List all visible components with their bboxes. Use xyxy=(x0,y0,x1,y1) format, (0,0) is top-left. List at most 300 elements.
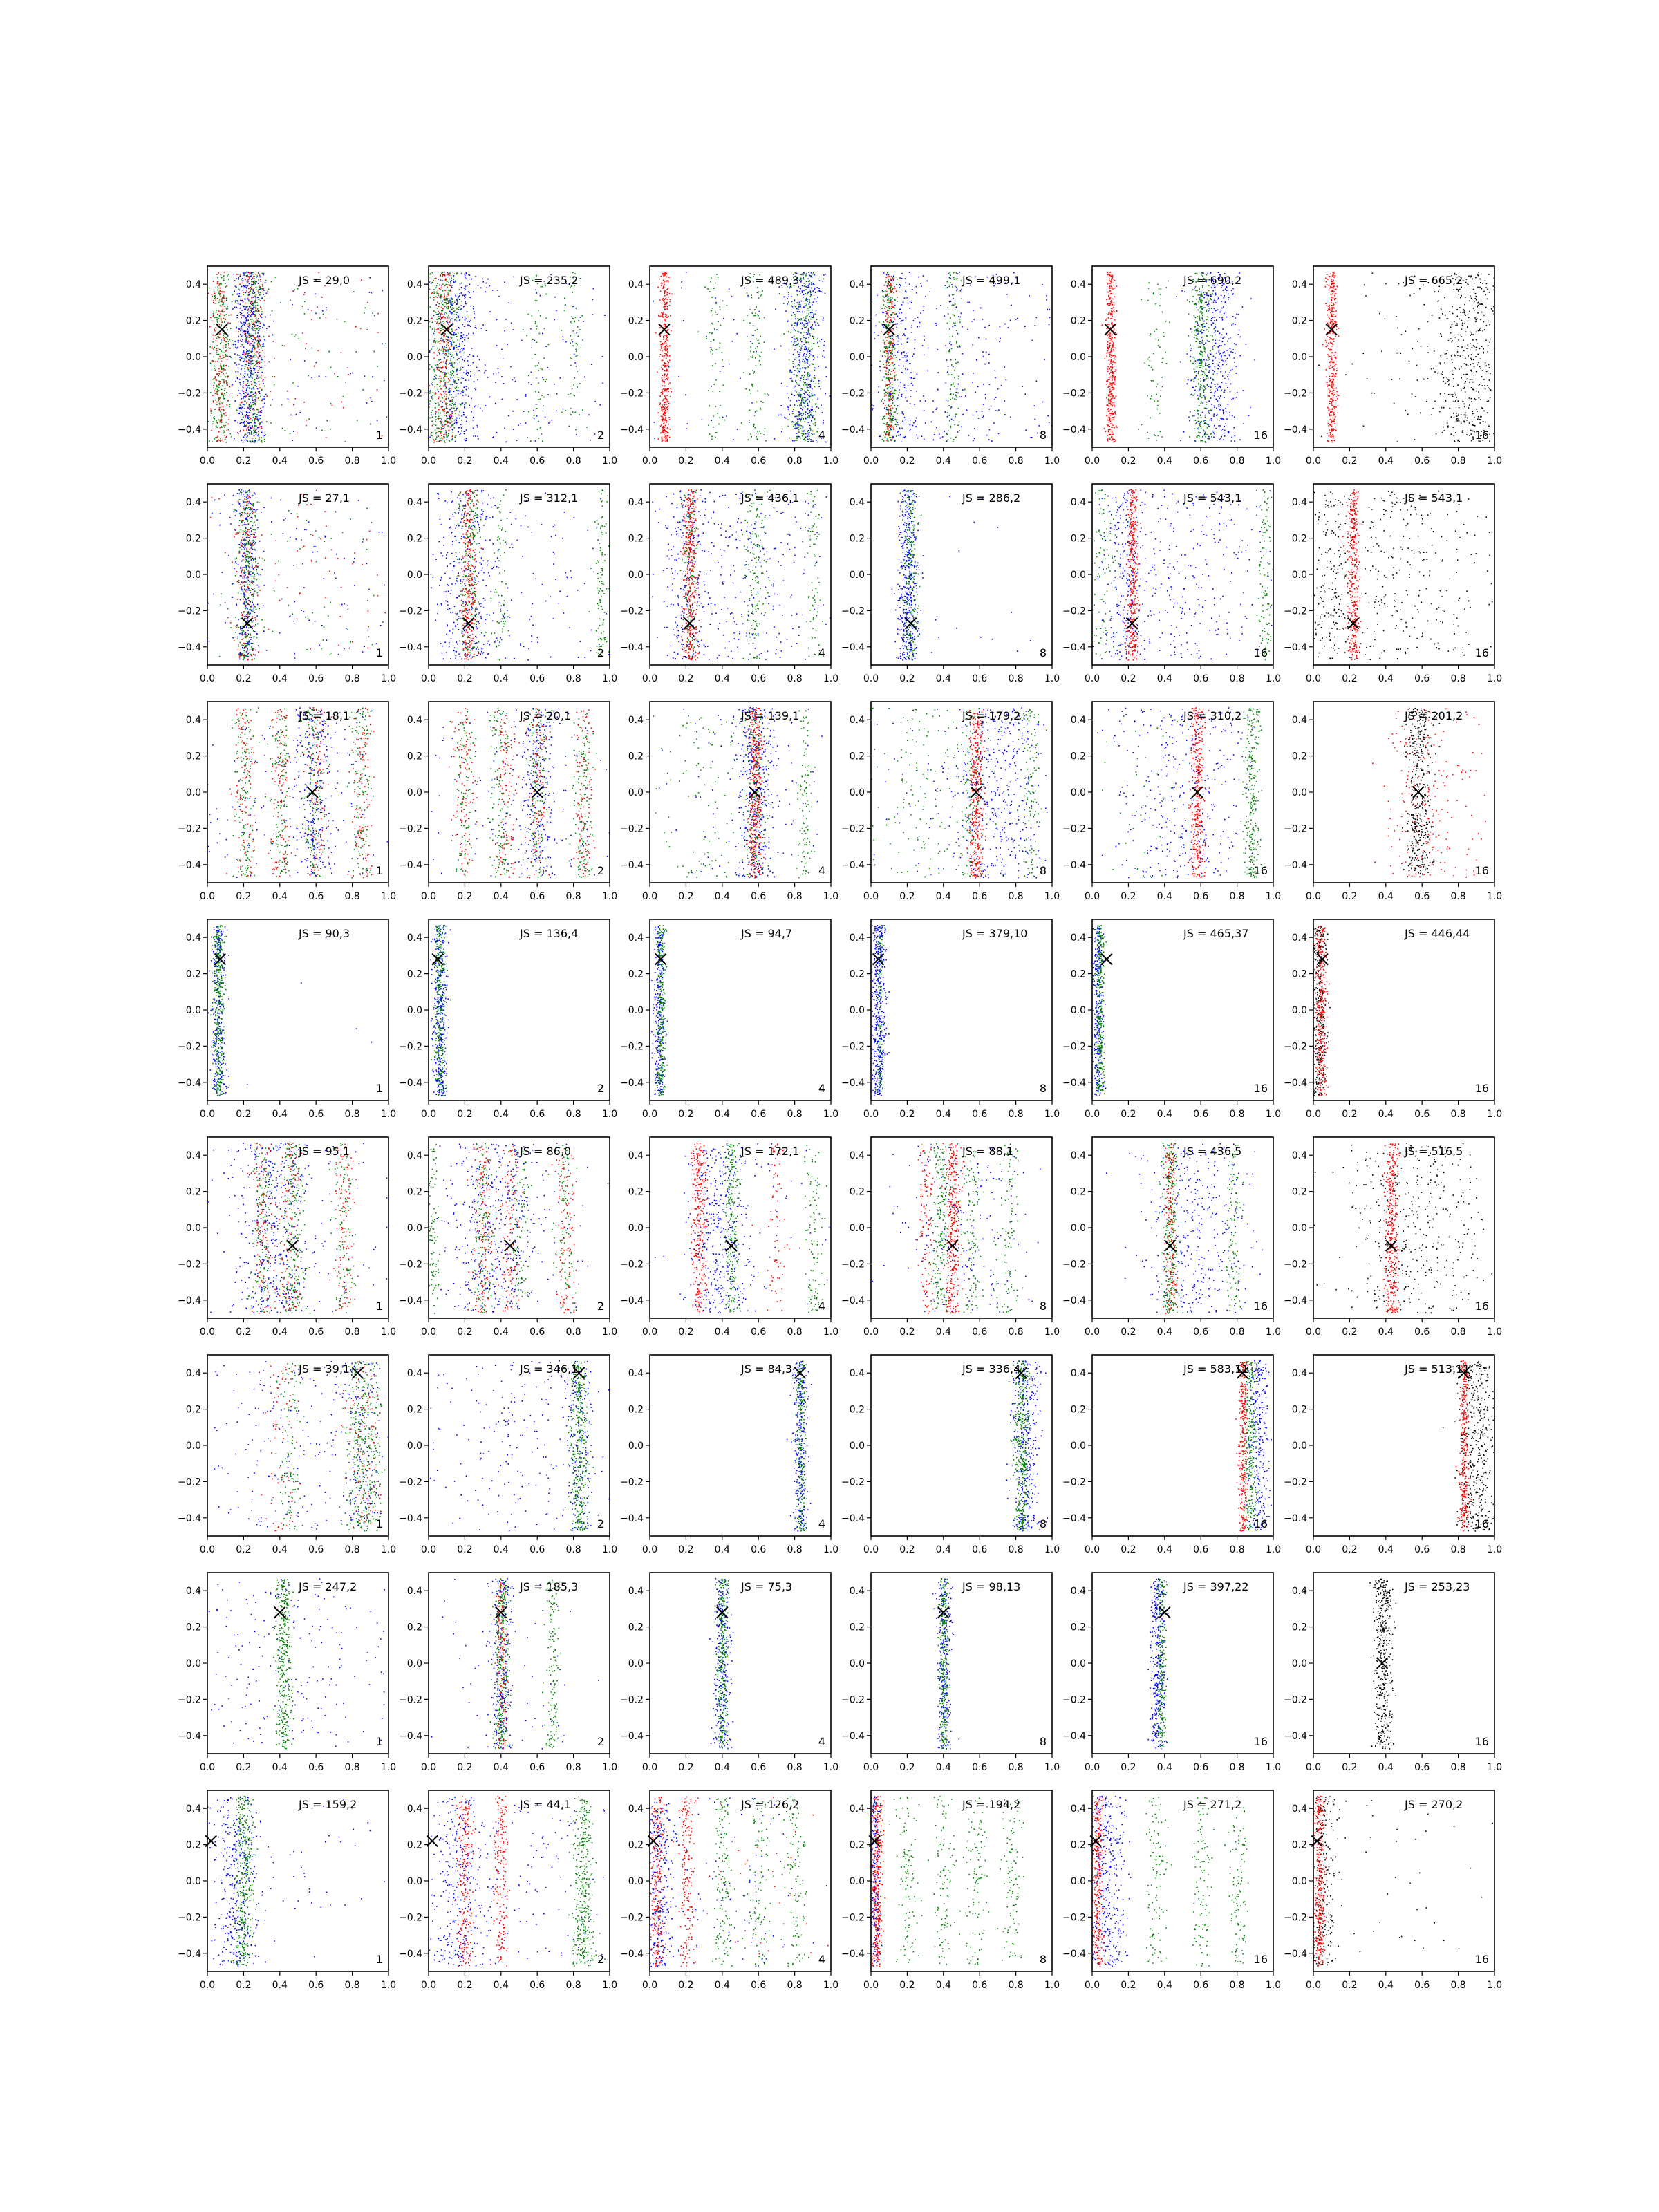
scatter-point xyxy=(711,277,712,279)
scatter-point xyxy=(672,326,673,327)
scatter-point xyxy=(659,356,660,357)
scatter-point xyxy=(670,396,671,397)
scatter-point xyxy=(804,320,805,321)
scatter-point xyxy=(914,348,915,349)
scatter-point xyxy=(262,346,263,347)
scatter-point xyxy=(447,321,448,322)
scatter-point xyxy=(788,331,789,332)
scatter-point xyxy=(466,440,467,441)
scatter-point xyxy=(454,436,456,438)
scatter-point xyxy=(815,422,816,424)
scatter-point xyxy=(312,348,313,349)
scatter-point xyxy=(814,289,816,290)
scatter-point xyxy=(1024,326,1026,327)
scatter-point xyxy=(957,393,959,394)
scatter-point xyxy=(765,428,766,429)
scatter-point xyxy=(218,387,220,388)
scatter-point xyxy=(789,438,790,439)
scatter-point xyxy=(795,366,796,367)
scatter-point xyxy=(442,348,443,350)
scatter-point xyxy=(259,338,260,339)
scatter-point xyxy=(668,276,670,278)
scatter-point xyxy=(249,317,250,318)
scatter-point xyxy=(446,339,447,340)
scatter-point xyxy=(449,284,450,285)
scatter-point xyxy=(241,344,243,346)
scatter-point xyxy=(759,360,760,362)
scatter-point xyxy=(666,280,668,281)
scatter-point xyxy=(219,324,221,326)
scatter-point xyxy=(715,406,717,407)
scatter-point xyxy=(793,354,794,355)
scatter-point xyxy=(661,346,662,348)
subplot xyxy=(620,266,859,467)
scatter-point xyxy=(583,321,584,322)
scatter-point xyxy=(248,288,250,290)
scatter-point xyxy=(253,330,254,331)
scatter-point xyxy=(534,415,535,416)
scatter-point xyxy=(434,376,435,377)
scatter-point xyxy=(662,429,663,431)
scatter-point xyxy=(434,278,435,279)
scatter-point xyxy=(228,274,229,275)
scatter-point xyxy=(435,438,437,440)
scatter-point xyxy=(216,393,218,394)
scatter-point xyxy=(263,274,264,276)
scatter-point xyxy=(218,375,220,377)
scatter-point xyxy=(667,346,668,348)
scatter-point xyxy=(250,293,251,294)
scatter-point xyxy=(809,425,811,427)
js-annotation: JS = 235,2 xyxy=(519,274,578,287)
scatter-point xyxy=(223,275,225,276)
scatter-point xyxy=(967,302,968,303)
scatter-point xyxy=(666,314,667,315)
scatter-point xyxy=(458,377,459,379)
scatter-point xyxy=(210,392,212,393)
scatter-point xyxy=(250,337,251,338)
scatter-point xyxy=(297,433,298,434)
scatter-point xyxy=(538,438,540,439)
scatter-point xyxy=(306,343,307,344)
scatter-point xyxy=(311,319,312,320)
scatter-point xyxy=(243,352,244,353)
scatter-point xyxy=(905,283,906,284)
scatter-point xyxy=(471,279,472,280)
scatter-point xyxy=(250,287,252,288)
scatter-point xyxy=(791,325,793,326)
scatter-point xyxy=(445,279,447,281)
scatter-point xyxy=(447,344,448,345)
scatter-point xyxy=(254,328,256,329)
scatter-point xyxy=(443,335,444,337)
scatter-point xyxy=(251,321,252,323)
scatter-point xyxy=(440,321,442,322)
scatter-point xyxy=(256,275,258,276)
scatter-point xyxy=(787,298,788,299)
scatter-point xyxy=(890,386,891,388)
scatter-point xyxy=(287,391,288,392)
scatter-point xyxy=(438,428,440,429)
scatter-point xyxy=(323,314,324,315)
scatter-point xyxy=(433,346,434,348)
scatter-point xyxy=(901,312,902,314)
scatter-point xyxy=(805,358,806,359)
scatter-point xyxy=(664,302,666,303)
scatter-point xyxy=(250,303,252,304)
scatter-point xyxy=(667,351,668,353)
scatter-point xyxy=(367,302,368,303)
scatter-point xyxy=(462,350,463,351)
scatter-point xyxy=(788,397,789,399)
scatter-point xyxy=(441,371,442,372)
scatter-point xyxy=(808,319,809,321)
scatter-point xyxy=(812,388,813,390)
scatter-point xyxy=(241,313,243,315)
scatter-point xyxy=(460,433,462,434)
scatter-point xyxy=(430,436,431,438)
scatter-point xyxy=(662,410,663,411)
scatter-point xyxy=(167,290,168,292)
scatter-point xyxy=(756,351,757,353)
scatter-point xyxy=(802,361,803,362)
scatter-point xyxy=(668,417,670,418)
scatter-point xyxy=(369,292,371,293)
scatter-point xyxy=(458,427,460,429)
scatter-point xyxy=(219,349,221,350)
scatter-point xyxy=(456,317,458,319)
scatter-point xyxy=(453,379,454,380)
scatter-point xyxy=(246,353,247,355)
scatter-point xyxy=(216,388,217,390)
scatter-point xyxy=(438,290,439,291)
scatter-point xyxy=(1055,283,1056,285)
scatter-point xyxy=(670,299,671,301)
scatter-point xyxy=(493,373,494,375)
scatter-point xyxy=(798,421,799,422)
scatter-point xyxy=(812,317,813,319)
scatter-point xyxy=(258,434,259,435)
scatter-point xyxy=(242,278,243,279)
scatter-point xyxy=(220,343,221,344)
scatter-point xyxy=(208,293,209,294)
scatter-point xyxy=(799,436,800,438)
scatter-point xyxy=(429,385,431,386)
scatter-point xyxy=(372,312,373,314)
scatter-point xyxy=(245,354,246,355)
scatter-point xyxy=(424,279,426,281)
scatter-point xyxy=(662,385,664,386)
scatter-point xyxy=(221,324,223,326)
scatter-point xyxy=(259,377,261,378)
scatter-point xyxy=(792,381,794,382)
scatter-point xyxy=(444,274,446,275)
scatter-point xyxy=(795,345,796,346)
scatter-point xyxy=(451,364,453,365)
scatter-point xyxy=(458,401,460,402)
scatter-point xyxy=(254,292,256,294)
scatter-point xyxy=(219,312,221,313)
scatter-point xyxy=(243,285,245,287)
scatter-point xyxy=(753,351,755,353)
scatter-point xyxy=(438,324,440,325)
js-annotation: JS = 489,3 xyxy=(740,274,799,287)
scatter-point xyxy=(259,415,260,416)
scatter-point xyxy=(903,320,904,321)
scatter-point xyxy=(261,441,262,442)
scatter-point xyxy=(457,355,458,356)
scatter-point xyxy=(822,356,823,357)
scatter-point xyxy=(437,328,438,329)
scatter-point xyxy=(241,422,243,424)
scatter-point xyxy=(195,366,196,368)
scatter-point xyxy=(968,435,970,436)
scatter-point xyxy=(794,359,796,360)
scatter-point xyxy=(810,319,812,320)
scatter-point xyxy=(711,439,713,440)
scatter-point xyxy=(708,424,709,426)
scatter-point xyxy=(221,339,222,341)
scatter-point xyxy=(221,301,223,303)
scatter-point xyxy=(546,318,547,319)
series-green xyxy=(422,272,588,443)
scatter-point xyxy=(797,368,798,369)
scatter-point xyxy=(356,351,357,353)
scatter-point xyxy=(906,373,907,374)
scatter-point xyxy=(245,330,247,332)
scatter-point xyxy=(215,362,216,363)
scatter-point xyxy=(377,366,378,367)
scatter-point xyxy=(576,356,577,357)
scatter-point xyxy=(581,315,583,317)
scatter-point xyxy=(805,349,807,350)
scatter-point xyxy=(438,293,439,294)
scatter-point xyxy=(221,395,223,396)
scatter-point xyxy=(263,294,264,295)
scatter-point xyxy=(254,350,255,351)
scatter-point xyxy=(577,336,579,337)
scatter-point xyxy=(226,430,227,431)
scatter-point xyxy=(243,404,245,405)
scatter-point xyxy=(811,415,812,416)
scatter-point xyxy=(223,295,225,297)
scatter-point xyxy=(751,346,752,348)
scatter-point xyxy=(240,312,241,314)
scatter-point xyxy=(260,367,261,368)
scatter-point xyxy=(446,398,447,400)
scatter-point xyxy=(719,391,720,392)
scatter-point xyxy=(641,438,642,440)
scatter-point xyxy=(666,375,668,376)
scatter-point xyxy=(937,389,938,391)
scatter-point xyxy=(433,280,434,281)
scatter-point xyxy=(244,334,245,335)
scatter-point xyxy=(909,272,910,273)
scatter-point xyxy=(475,389,476,391)
scatter-point xyxy=(908,303,909,304)
scatter-point xyxy=(465,294,467,296)
scatter-point xyxy=(823,317,824,319)
scatter-point xyxy=(440,275,442,276)
scatter-point xyxy=(897,316,899,317)
scatter-point xyxy=(1036,380,1038,382)
scatter-point xyxy=(813,343,814,344)
scatter-point xyxy=(543,397,545,398)
scatter-point xyxy=(249,404,250,406)
scatter-point xyxy=(751,385,753,386)
scatter-point xyxy=(795,318,796,319)
scatter-point xyxy=(988,439,990,440)
scatter-point xyxy=(760,433,762,434)
scatter-point xyxy=(496,345,498,346)
scatter-point xyxy=(222,403,223,404)
scatter-point xyxy=(213,315,214,317)
scatter-point xyxy=(218,358,220,359)
scatter-point xyxy=(248,427,250,428)
scatter-point xyxy=(807,394,808,395)
scatter-point xyxy=(222,297,223,298)
scatter-point xyxy=(243,397,244,399)
scatter-point xyxy=(788,409,789,410)
scatter-point xyxy=(988,325,990,326)
scatter-point xyxy=(249,355,250,356)
scatter-point xyxy=(294,290,295,291)
scatter-point xyxy=(455,345,456,346)
scatter-point xyxy=(463,348,465,350)
scatter-point xyxy=(451,362,453,364)
scatter-point xyxy=(267,291,268,292)
scatter-point xyxy=(818,407,820,409)
scatter-point xyxy=(343,396,344,397)
scatter-point xyxy=(221,291,222,292)
scatter-point xyxy=(297,386,299,387)
scatter-point xyxy=(899,277,901,279)
scatter-point xyxy=(464,360,465,362)
scatter-point xyxy=(458,317,460,318)
scatter-point xyxy=(245,341,247,343)
scatter-point xyxy=(760,336,761,337)
scatter-point xyxy=(664,407,666,409)
scatter-point xyxy=(223,409,225,411)
scatter-point xyxy=(867,317,868,319)
scatter-point xyxy=(461,301,462,302)
scatter-point xyxy=(241,395,242,396)
scatter-point xyxy=(801,318,803,319)
scatter-point xyxy=(780,415,782,416)
scatter-point xyxy=(924,336,925,337)
scatter-point xyxy=(664,319,665,320)
scatter-point xyxy=(212,360,213,362)
scatter-point xyxy=(297,288,299,290)
scatter-point xyxy=(993,422,995,424)
scatter-point xyxy=(463,335,465,336)
scatter-point xyxy=(899,318,901,319)
scatter-point xyxy=(467,360,469,362)
scatter-point xyxy=(221,276,223,278)
scatter-point xyxy=(809,335,811,337)
scatter-point xyxy=(470,371,471,373)
scatter-point xyxy=(1017,318,1018,319)
scatter-point xyxy=(232,294,234,296)
scatter-point xyxy=(959,346,961,348)
scatter-point xyxy=(571,358,572,359)
scatter-point xyxy=(898,337,899,338)
scatter-point xyxy=(254,431,256,432)
scatter-point xyxy=(261,297,263,299)
scatter-point xyxy=(205,419,206,420)
scatter-point xyxy=(798,371,799,372)
scatter-point xyxy=(664,375,666,376)
scatter-point xyxy=(240,384,241,386)
scatter-point xyxy=(252,415,254,416)
scatter-point xyxy=(805,338,807,339)
scatter-point xyxy=(804,372,805,373)
scatter-point xyxy=(440,299,442,300)
scatter-point xyxy=(800,404,802,406)
scatter-point xyxy=(453,282,455,283)
scatter-point xyxy=(574,354,575,355)
scatter-point xyxy=(400,310,402,312)
scatter-point xyxy=(247,353,249,355)
scatter-point xyxy=(429,321,431,322)
scatter-point xyxy=(799,280,800,281)
scatter-point xyxy=(242,407,243,409)
scatter-point xyxy=(442,301,444,302)
scatter-point xyxy=(221,413,222,414)
scatter-point xyxy=(797,311,798,312)
scatter-point xyxy=(461,420,462,421)
scatter-point xyxy=(926,281,928,282)
scatter-point xyxy=(814,366,815,367)
scatter-point xyxy=(386,416,388,418)
scatter-point xyxy=(223,365,225,366)
scatter-point xyxy=(803,397,804,398)
scatter-point xyxy=(451,424,453,426)
scatter-point xyxy=(254,357,255,359)
scatter-point xyxy=(664,386,666,387)
scatter-point xyxy=(901,395,902,397)
scatter-point xyxy=(256,432,258,433)
scatter-point xyxy=(274,376,276,377)
scatter-point xyxy=(236,315,238,316)
scatter-point xyxy=(452,430,453,431)
scatter-point xyxy=(671,294,673,295)
y-tick-label: −0.2 xyxy=(620,388,644,399)
scatter-point xyxy=(255,432,256,433)
scatter-point xyxy=(441,287,442,288)
scatter-point xyxy=(473,428,474,429)
scatter-point xyxy=(510,366,512,368)
scatter-point xyxy=(666,289,668,290)
scatter-point xyxy=(469,284,471,285)
scatter-point xyxy=(225,298,226,299)
scatter-point xyxy=(453,281,455,282)
scatter-point xyxy=(218,390,220,391)
scatter-point xyxy=(467,375,468,376)
scatter-point xyxy=(260,322,261,324)
scatter-point xyxy=(256,281,257,283)
scatter-point xyxy=(238,336,239,337)
scatter-point xyxy=(259,362,260,363)
scatter-point xyxy=(228,424,229,425)
scatter-point xyxy=(537,429,538,430)
scatter-point xyxy=(1010,417,1011,418)
scatter-point xyxy=(478,285,479,286)
scatter-point xyxy=(258,292,259,294)
scatter-point xyxy=(435,419,437,420)
scatter-point xyxy=(219,294,221,296)
scatter-point xyxy=(797,324,798,325)
